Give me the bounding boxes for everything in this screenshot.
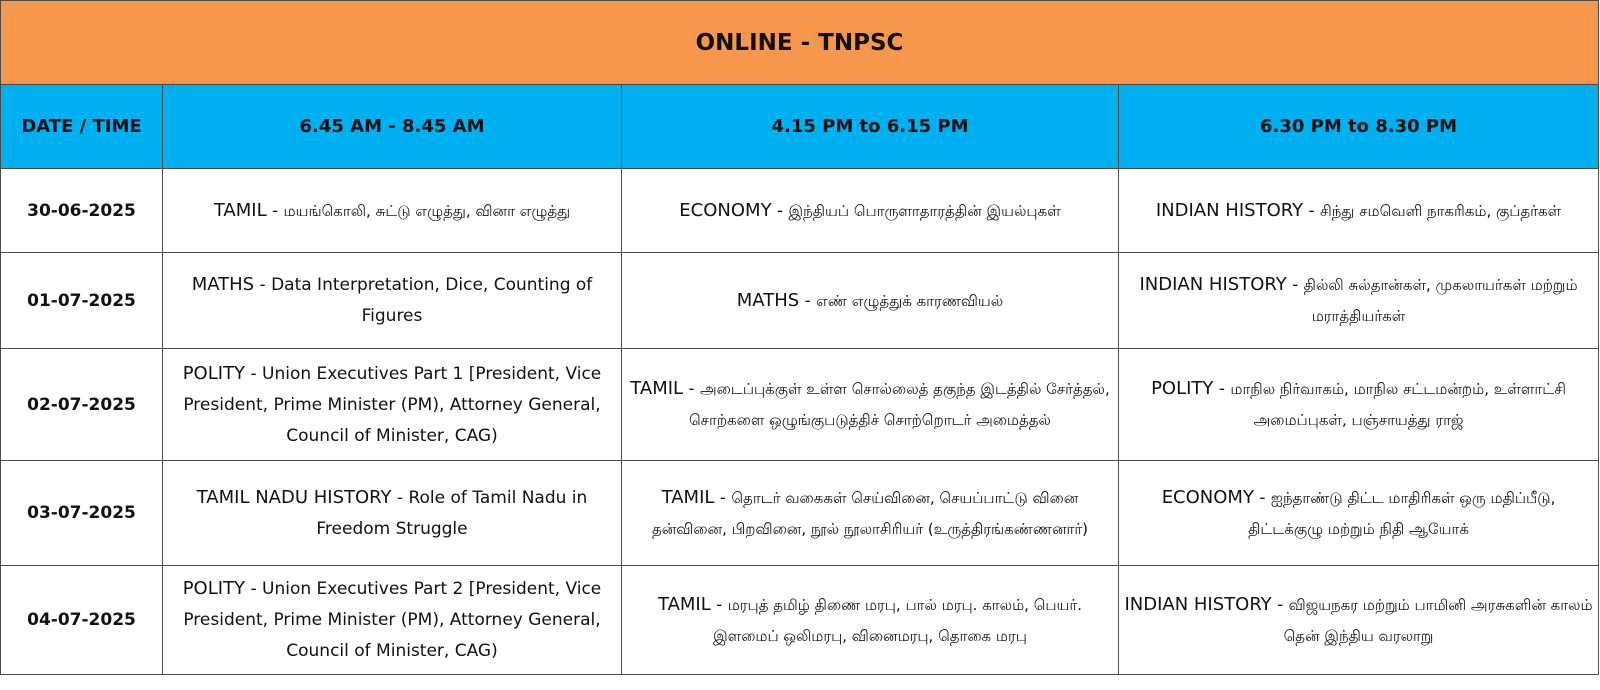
topic: Union Executives Part 1 [President, Vice President, Prime Minister (PM), Attorney General, Council of Minister, CAG) [183, 363, 602, 446]
subject: INDIAN HISTORY [1155, 199, 1304, 221]
row-date: 30-06-2025 [1, 169, 163, 253]
header-slot-1: 6.45 AM - 8.45 AM [163, 85, 622, 169]
slot-1-cell: TAMIL NADU HISTORY - Role of Tamil Nadu in Freedom Struggle [163, 461, 622, 566]
subject: POLITY [182, 578, 246, 599]
slot-3-cell: ECONOMY - ஐந்தாண்டு திட்ட மாதிரிகள் ஒரு மதிப்பீடு, திட்டக்குழு மற்றும் நிதி ஆயோக் [1119, 461, 1599, 566]
slot-1-cell: POLITY - Union Executives Part 1 [President, Vice President, Prime Minister (PM), Attorney General, Council of Minister, CAG) [163, 349, 622, 461]
slot-1-cell: TAMIL - மயங்கொலி, சுட்டு எழுத்து, வினா எழுத்து [163, 169, 622, 253]
slot-3-cell: INDIAN HISTORY - தில்லி சுல்தான்கள், முகலாயர்கள் மற்றும் மராத்தியர்கள் [1119, 253, 1599, 349]
subject: POLITY [1151, 378, 1214, 399]
topic: Role of Tamil Nadu in Freedom Struggle [316, 487, 588, 539]
table-row [1, 253, 1599, 349]
slot-1-cell: MATHS - Data Interpretation, Dice, Counting of Figures [163, 253, 622, 349]
slot-3-cell: INDIAN HISTORY - விஜயநகர மற்றும் பாமினி அரசுகளின் காலம் தென் இந்திய வரலாறு [1119, 566, 1599, 675]
subject: ECONOMY [1161, 486, 1254, 508]
header-slot-3: 6.30 PM to 8.30 PM [1119, 85, 1599, 169]
header-date-time: DATE / TIME [1, 85, 163, 169]
subject: INDIAN HISTORY [1124, 593, 1272, 615]
topic: Union Executives Part 2 [President, Vice President, Prime Minister (PM), Attorney General, Council of Minister, CAG) [183, 579, 602, 661]
slot-2-cell: TAMIL - அடைப்புக்குள் உள்ள சொல்லைத் தகுந்த இடத்தில் சேர்த்தல், சொற்களை ஒழுங்குபடுத்திச் சொற்றொடர் அமைத்தல் [622, 349, 1119, 461]
row-date: 04-07-2025 [1, 566, 163, 675]
topic: தொடர் வகைகள் செய்வினை, செயப்பாட்டு வினை தன்வினை, பிறவினை, நூல் நூலாசிரியர் (உருத்திரங்கண்ணனார்) [651, 488, 1089, 538]
header-row [1, 85, 1599, 169]
subject: TAMIL [657, 593, 711, 615]
topic: அடைப்புக்குள் உள்ள சொல்லைத் தகுந்த இடத்தில் சேர்த்தல், சொற்களை ஒழுங்குபடுத்திச் சொற்றொடர் அமைத்தல் [689, 380, 1110, 429]
slot-2-cell: TAMIL - தொடர் வகைகள் செய்வினை, செயப்பாட்டு வினை தன்வினை, பிறவினை, நூல் நூலாசிரியர் (உருத்திரங்கண்ணனார்) [622, 461, 1119, 566]
table-row [1, 169, 1599, 253]
table-row [1, 566, 1599, 675]
subject: INDIAN HISTORY [1139, 274, 1287, 295]
topic: எண் எழுத்துக் காரணவியல் [816, 291, 1004, 310]
slot-3-cell: POLITY - மாநில நிர்வாகம், மாநில சட்டமன்றம், உள்ளாட்சி அமைப்புகள், பஞ்சாயத்து ராஜ் [1119, 349, 1599, 461]
slot-3-cell: INDIAN HISTORY - சிந்து சமவெளி நாகரிகம், குப்தர்கள் [1119, 169, 1599, 253]
topic: தில்லி சுல்தான்கள், முகலாயர்கள் மற்றும் மராத்தியர்கள் [1303, 276, 1578, 325]
slot-1-cell: POLITY - Union Executives Part 2 [President, Vice President, Prime Minister (PM), Attorney General, Council of Minister, CAG) [163, 566, 622, 675]
header-slot-2: 4.15 PM to 6.15 PM [622, 85, 1119, 169]
subject: TAMIL NADU HISTORY [196, 486, 392, 508]
title-row [1, 1, 1599, 85]
slot-2-cell: TAMIL - மரபுத் தமிழ் திணை மரபு, பால் மரபு. காலம், பெயர். இளமைப் ஒலிமரபு, வினைமரபு, தொகை மரபு [622, 566, 1119, 675]
row-date: 01-07-2025 [1, 253, 163, 349]
row-date: 03-07-2025 [1, 461, 163, 566]
topic: விஜயநகர மற்றும் பாமினி அரசுகளின் காலம் தென் இந்திய வரலாறு [1283, 595, 1593, 645]
row-date: 02-07-2025 [1, 349, 163, 461]
topic: மரபுத் தமிழ் திணை மரபு, பால் மரபு. காலம், பெயர். இளமைப் ஒலிமரபு, வினைமரபு, தொகை மரபு [713, 595, 1082, 645]
topic: Data Interpretation, Dice, Counting of Figures [271, 275, 593, 326]
topic: சிந்து சமவெளி நாகரிகம், குப்தர்கள் [1320, 201, 1562, 220]
table-row [1, 461, 1599, 566]
table-row [1, 349, 1599, 461]
subject: TAMIL [661, 486, 715, 508]
subject: MATHS [191, 274, 255, 295]
slot-2-cell: ECONOMY - இந்தியப் பொருளாதாரத்தின் இயல்புகள் [622, 169, 1119, 253]
subject: POLITY [182, 362, 246, 384]
subject: ECONOMY [679, 199, 772, 221]
topic: மாநில நிர்வாகம், மாநில சட்டமன்றம், உள்ளாட்சி அமைப்புகள், பஞ்சாயத்து ராஜ் [1230, 380, 1566, 429]
slot-2-cell: MATHS - எண் எழுத்துக் காரணவியல் [622, 253, 1119, 349]
schedule-title: ONLINE - TNPSC [1, 1, 1599, 85]
topic: மயங்கொலி, சுட்டு எழுத்து, வினா எழுத்து [283, 201, 571, 220]
topic: ஐந்தாண்டு திட்ட மாதிரிகள் ஒரு மதிப்பீடு, திட்டக்குழு மற்றும் நிதி ஆயோக் [1248, 488, 1556, 538]
subject: MATHS [736, 289, 800, 311]
subject: TAMIL [630, 378, 684, 399]
topic: இந்தியப் பொருளாதாரத்தின் இயல்புகள் [788, 201, 1061, 220]
subject: TAMIL [213, 199, 267, 221]
